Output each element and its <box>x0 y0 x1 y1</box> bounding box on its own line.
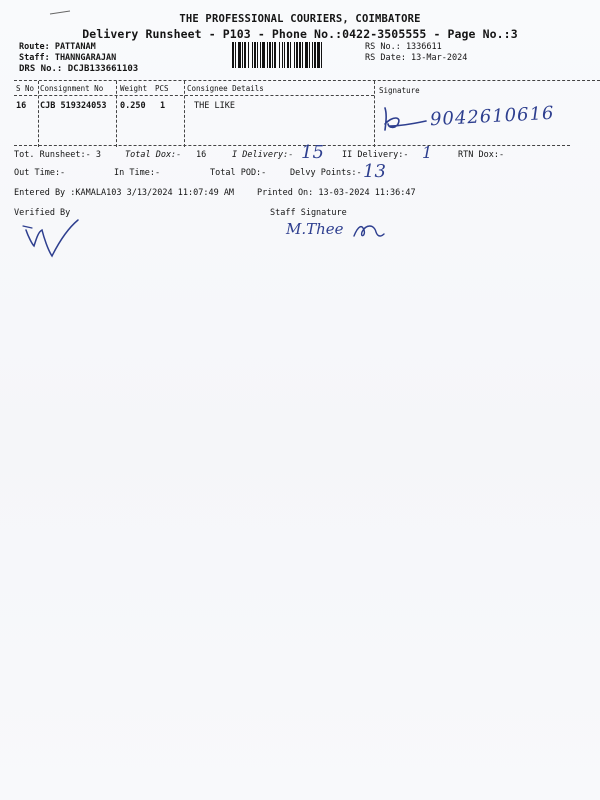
total-dox-label: Total Dox:- <box>125 150 182 160</box>
col-weight-header: Weight <box>120 84 148 93</box>
ii-delivery-handwritten: 1 <box>422 143 433 162</box>
verified-by-label: Verified By <box>14 208 71 218</box>
row-pcs: 1 <box>160 101 166 111</box>
table-bottom-rule <box>14 145 570 146</box>
row-consignee: THE LIKE <box>194 101 235 111</box>
verifier-signature-scribble <box>20 216 84 260</box>
col-consignment-header: Consignment No <box>40 84 104 93</box>
delvy-points-handwritten: 13 <box>363 161 386 182</box>
col-pcs-header: PCS <box>155 84 169 93</box>
barcode <box>232 42 358 68</box>
total-dox-value: 16 <box>196 150 207 160</box>
col-consignee-header: Consignee Details <box>187 84 264 93</box>
staff-signature-label: Staff Signature <box>270 208 347 218</box>
staff-signature-flourish <box>352 220 386 244</box>
ii-delivery-label: II Delivery:- <box>342 150 409 160</box>
col-divider <box>184 81 185 147</box>
staff-signature-handwritten: M.Thee <box>286 220 344 238</box>
col-divider <box>116 81 117 147</box>
staff-label: Staff: THANNGARAJAN <box>19 53 117 63</box>
table-top-rule <box>14 80 600 81</box>
col-sno-header: S No <box>16 84 35 93</box>
handwritten-phone: 9042610616 <box>429 102 555 131</box>
i-delivery-handwritten: 15 <box>301 142 324 163</box>
out-time: Out Time:- <box>14 168 66 178</box>
row-consignment-no: CJB 519324053 <box>40 101 107 111</box>
col-signature-header: Signature <box>379 86 420 95</box>
printed-on: Printed On: 13-03-2024 11:36:47 <box>257 188 416 198</box>
col-divider <box>38 81 39 147</box>
drs-number: DRS No.: DCJB133661103 <box>19 64 139 74</box>
entered-by: Entered By :KAMALA103 3/13/2024 11:07:49 AM <box>14 188 235 198</box>
rs-number: RS No.: 1336611 <box>365 42 442 52</box>
total-pod: Total POD:- <box>210 168 267 178</box>
col-divider <box>374 81 375 147</box>
rtn-dox: RTN Dox:- <box>458 150 505 160</box>
i-delivery-label: I Delivery:- <box>232 150 294 160</box>
header-underline <box>14 95 374 96</box>
tot-runsheet: Tot. Runsheet:- 3 <box>14 150 101 160</box>
runsheet-title: Delivery Runsheet - P103 - Phone No.:0422-3505555 - Page No.:3 <box>82 27 518 41</box>
delvy-points-label: Delvy Points:- <box>290 168 362 178</box>
company-name: THE PROFESSIONAL COURIERS, COIMBATORE <box>179 13 421 25</box>
row-sno: 16 <box>16 101 27 111</box>
in-time: In Time:- <box>114 168 161 178</box>
delivery-signature-scribble <box>380 104 430 134</box>
rs-date: RS Date: 13-Mar-2024 <box>365 53 468 63</box>
row-weight: 0.250 <box>120 101 146 111</box>
route-label: Route: PATTANAM <box>19 42 96 52</box>
